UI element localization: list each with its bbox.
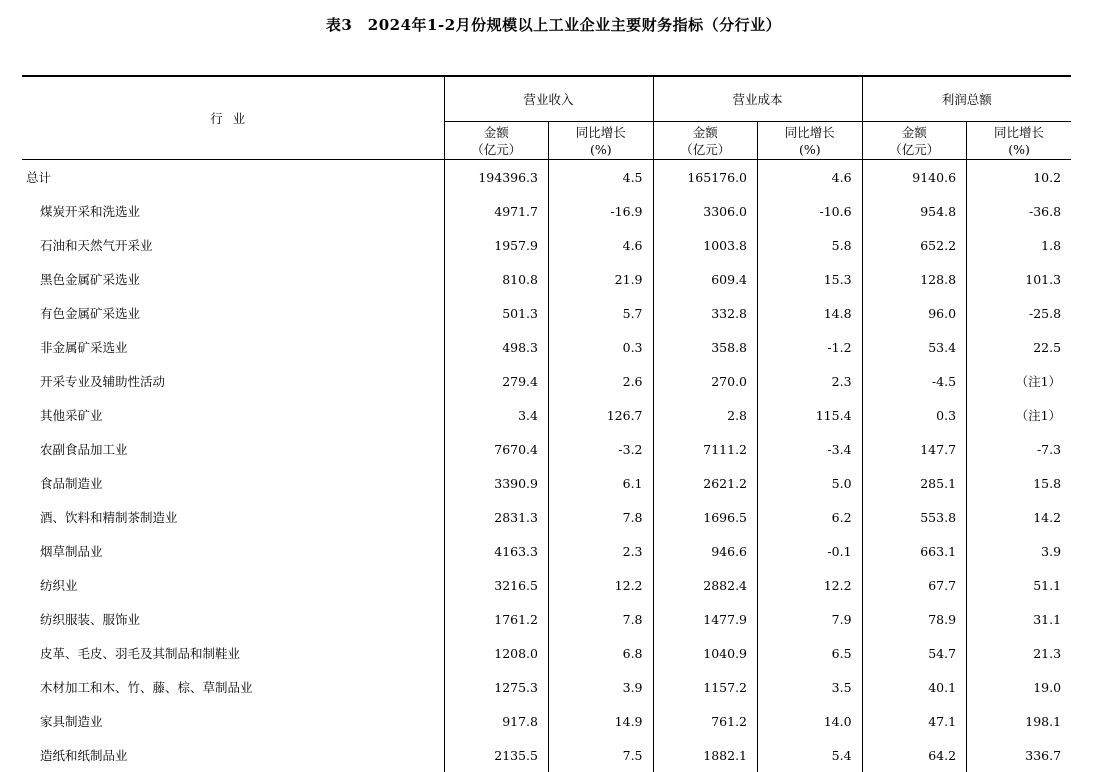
value-cell: 3.9 [549,670,654,704]
value-cell: （注1） [967,364,1072,398]
value-cell: 3390.9 [444,466,549,500]
value-cell: 3.9 [967,534,1072,568]
value-cell: 761.2 [653,704,758,738]
value-cell: 22.5 [967,330,1072,364]
value-cell: 12.2 [758,568,863,602]
value-cell: 19.0 [967,670,1072,704]
table-body [22,160,1071,772]
value-cell: 4.5 [549,160,654,195]
amount-subheader: 金额 （亿元） [444,122,549,160]
table-row [22,500,1071,534]
table-row [22,228,1071,262]
value-cell: 3.4 [444,398,549,432]
table-row [22,568,1071,602]
value-cell: 198.1 [967,704,1072,738]
value-cell: 4971.7 [444,194,549,228]
value-cell: 165176.0 [653,160,758,195]
value-cell: 3216.5 [444,568,549,602]
value-cell: 1761.2 [444,602,549,636]
value-cell: 2831.3 [444,500,549,534]
table-row [22,466,1071,500]
value-cell: 47.1 [862,704,967,738]
industry-name: 总计 [26,170,52,185]
value-cell: 609.4 [653,262,758,296]
industry-name: 开采专业及辅助性活动 [40,374,166,389]
table-row [22,262,1071,296]
value-cell: 64.2 [862,738,967,772]
value-cell: 652.2 [862,228,967,262]
value-cell: -3.2 [549,432,654,466]
value-cell: 2.8 [653,398,758,432]
page-title: 表3 2024年1-2月份规模以上工业企业主要财务指标（分行业） [325,16,782,34]
value-cell: 1208.0 [444,636,549,670]
value-cell: 1003.8 [653,228,758,262]
value-cell: 5.7 [549,296,654,330]
value-cell: 6.5 [758,636,863,670]
value-cell: 2.3 [549,534,654,568]
industry-name: 农副食品加工业 [40,442,128,457]
table-row [22,398,1071,432]
value-cell: 1696.5 [653,500,758,534]
industry-name: 其他采矿业 [40,408,103,423]
table-row [22,364,1071,398]
value-cell: -10.6 [758,194,863,228]
financial-indicators-table [22,75,1071,772]
value-cell: 501.3 [444,296,549,330]
value-cell: 358.8 [653,330,758,364]
industry-name: 家具制造业 [40,714,103,729]
value-cell: 7.9 [758,602,863,636]
value-cell: 7.8 [549,500,654,534]
value-cell: 194396.3 [444,160,549,195]
table-row [22,636,1071,670]
value-cell: 6.8 [549,636,654,670]
value-cell: -0.1 [758,534,863,568]
value-cell: 1882.1 [653,738,758,772]
value-cell: 21.9 [549,262,654,296]
value-cell: 0.3 [862,398,967,432]
value-cell: 14.0 [758,704,863,738]
industry-name: 酒、饮料和精制茶制造业 [40,510,178,525]
value-cell: 954.8 [862,194,967,228]
value-cell: 7111.2 [653,432,758,466]
table-row [22,160,1071,195]
value-cell: 1040.9 [653,636,758,670]
industry-name: 食品制造业 [40,476,103,491]
value-cell: 6.2 [758,500,863,534]
value-cell: 0.3 [549,330,654,364]
value-cell: 2621.2 [653,466,758,500]
value-cell: 15.8 [967,466,1072,500]
value-cell: （注1） [967,398,1072,432]
value-cell: 9140.6 [862,160,967,195]
value-cell: -25.8 [967,296,1072,330]
amount-subheader: 金额 （亿元） [862,122,967,160]
value-cell: 4.6 [758,160,863,195]
value-cell: 7670.4 [444,432,549,466]
value-cell: 78.9 [862,602,967,636]
industry-name: 煤炭开采和洗选业 [40,204,141,219]
value-cell: 498.3 [444,330,549,364]
value-cell: 1957.9 [444,228,549,262]
table-row [22,534,1071,568]
value-cell: 2.3 [758,364,863,398]
value-cell: 1275.3 [444,670,549,704]
value-cell: 553.8 [862,500,967,534]
industry-name: 纺织业 [40,578,78,593]
value-cell: 946.6 [653,534,758,568]
value-cell: 4.6 [549,228,654,262]
industry-name: 烟草制品业 [40,544,103,559]
growth-subheader: 同比增长 (%) [758,122,863,160]
value-cell: -36.8 [967,194,1072,228]
value-cell: 7.5 [549,738,654,772]
table-row [22,330,1071,364]
value-cell: 3.5 [758,670,863,704]
value-cell: 67.7 [862,568,967,602]
value-cell: -16.9 [549,194,654,228]
value-cell: 285.1 [862,466,967,500]
value-cell: 14.8 [758,296,863,330]
industry-name: 非金属矿采选业 [40,340,128,355]
table-row [22,670,1071,704]
value-cell: 2.6 [549,364,654,398]
industry-name: 石油和天然气开采业 [40,238,153,253]
value-cell: 147.7 [862,432,967,466]
value-cell: 12.2 [549,568,654,602]
value-cell: 5.4 [758,738,863,772]
value-cell: 15.3 [758,262,863,296]
value-cell: 10.2 [967,160,1072,195]
value-cell: 3306.0 [653,194,758,228]
value-cell: 1157.2 [653,670,758,704]
value-cell: 2882.4 [653,568,758,602]
value-cell: 128.8 [862,262,967,296]
value-cell: -3.4 [758,432,863,466]
value-cell: 14.2 [967,500,1072,534]
value-cell: 53.4 [862,330,967,364]
industry-name: 黑色金属矿采选业 [40,272,141,287]
value-cell: 1477.9 [653,602,758,636]
value-cell: 101.3 [967,262,1072,296]
value-cell: 279.4 [444,364,549,398]
table-row [22,704,1071,738]
value-cell: 663.1 [862,534,967,568]
value-cell: -4.5 [862,364,967,398]
table-row [22,194,1071,228]
table-row [22,296,1071,330]
value-cell: -7.3 [967,432,1072,466]
value-cell: 31.1 [967,602,1072,636]
value-cell: 810.8 [444,262,549,296]
value-cell: 115.4 [758,398,863,432]
value-cell: 96.0 [862,296,967,330]
revenue-header: 营业收入 [444,76,653,122]
value-cell: 54.7 [862,636,967,670]
industry-header: 行业 [22,76,444,160]
value-cell: 5.8 [758,228,863,262]
growth-subheader: 同比增长 (%) [967,122,1072,160]
value-cell: 270.0 [653,364,758,398]
value-cell: 5.0 [758,466,863,500]
value-cell: 917.8 [444,704,549,738]
industry-name: 皮革、毛皮、羽毛及其制品和制鞋业 [40,646,241,661]
value-cell: 21.3 [967,636,1072,670]
value-cell: 51.1 [967,568,1072,602]
value-cell: 1.8 [967,228,1072,262]
table-row [22,738,1071,772]
table-row [22,602,1071,636]
value-cell: 4163.3 [444,534,549,568]
industry-name: 造纸和纸制品业 [40,748,128,763]
value-cell: 2135.5 [444,738,549,772]
value-cell: 40.1 [862,670,967,704]
value-cell: -1.2 [758,330,863,364]
value-cell: 7.8 [549,602,654,636]
value-cell: 336.7 [967,738,1072,772]
value-cell: 6.1 [549,466,654,500]
profit-header: 利润总额 [862,76,1071,122]
industry-name: 木材加工和木、竹、藤、棕、草制品业 [40,680,253,695]
value-cell: 332.8 [653,296,758,330]
industry-name: 纺织服装、服饰业 [40,612,141,627]
industry-name: 有色金属矿采选业 [40,306,141,321]
growth-subheader: 同比增长 (%) [549,122,654,160]
amount-subheader: 金额 （亿元） [653,122,758,160]
cost-header: 营业成本 [653,76,862,122]
value-cell: 14.9 [549,704,654,738]
table-row [22,432,1071,466]
value-cell: 126.7 [549,398,654,432]
